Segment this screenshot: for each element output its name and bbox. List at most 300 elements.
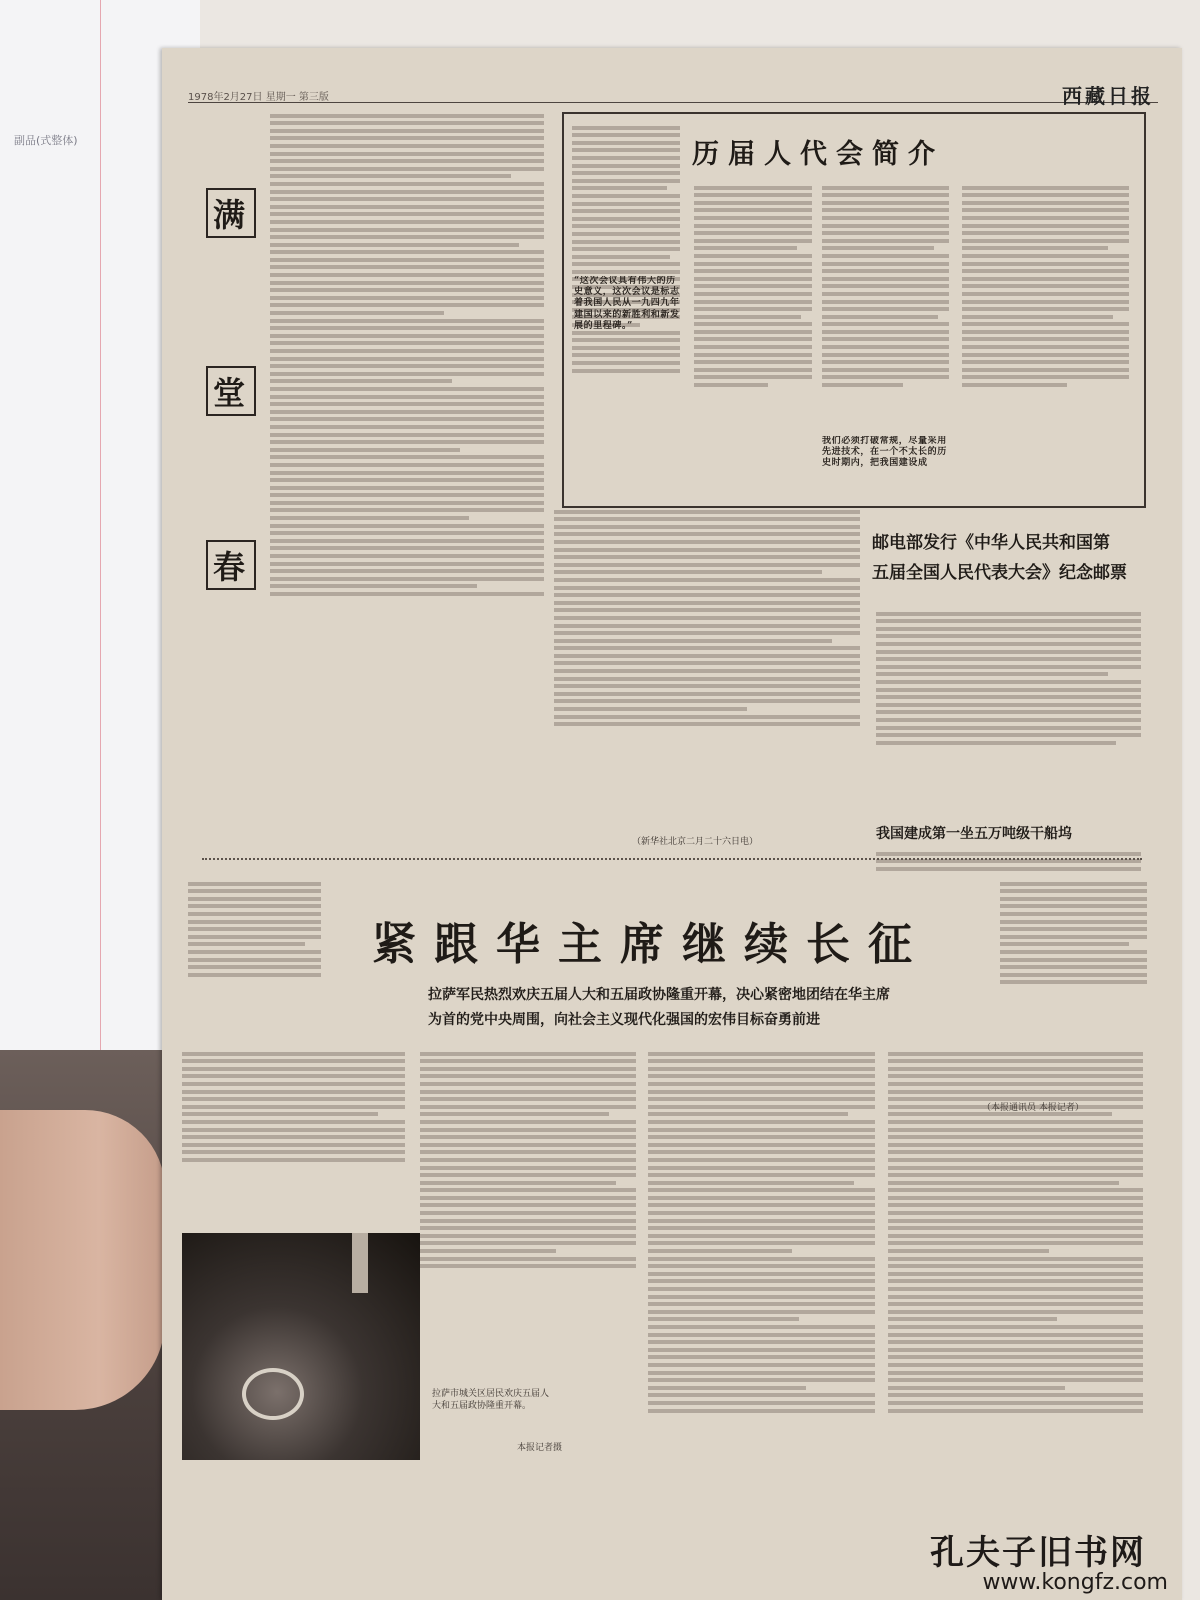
text-line bbox=[188, 889, 321, 893]
text-line bbox=[962, 277, 1129, 281]
text-line bbox=[888, 1143, 1143, 1147]
text-line bbox=[822, 315, 938, 319]
text-line bbox=[188, 958, 321, 962]
text-line bbox=[694, 239, 812, 243]
text-line bbox=[270, 524, 544, 528]
text-line bbox=[420, 1264, 636, 1268]
text-line bbox=[572, 255, 670, 259]
text-line bbox=[188, 973, 321, 977]
text-line bbox=[270, 410, 544, 414]
text-line bbox=[648, 1196, 875, 1200]
text-line bbox=[270, 508, 544, 512]
text-line bbox=[1000, 882, 1147, 886]
text-line bbox=[888, 1158, 1143, 1162]
text-line bbox=[270, 569, 544, 573]
background-stamp-text: 副品(式整体) bbox=[14, 134, 78, 147]
text-line bbox=[962, 201, 1129, 205]
text-line bbox=[270, 455, 544, 459]
text-line bbox=[188, 912, 321, 916]
stamp-article-signoff: （新华社北京二月二十六日电） bbox=[632, 837, 759, 847]
text-line bbox=[888, 1386, 1065, 1390]
text-line bbox=[888, 1059, 1143, 1063]
text-line bbox=[822, 262, 949, 266]
title-char-3: 春 bbox=[212, 548, 245, 586]
text-line bbox=[888, 1219, 1143, 1223]
text-line bbox=[270, 493, 544, 497]
text-line bbox=[572, 186, 667, 190]
text-line bbox=[554, 532, 860, 536]
text-line bbox=[648, 1150, 875, 1154]
text-line bbox=[572, 194, 680, 198]
text-line bbox=[572, 148, 680, 152]
text-line bbox=[888, 1226, 1143, 1230]
text-line bbox=[554, 715, 860, 719]
text-line bbox=[182, 1097, 405, 1101]
main-body-col-3 bbox=[648, 1048, 880, 1588]
text-line bbox=[270, 395, 544, 399]
text-line bbox=[888, 1128, 1143, 1132]
text-line bbox=[554, 517, 860, 521]
text-line bbox=[962, 360, 1129, 364]
text-line bbox=[648, 1257, 875, 1261]
watermark-url: www.kongfz.com bbox=[982, 1570, 1168, 1595]
main-left-col bbox=[188, 878, 324, 1028]
text-line bbox=[876, 695, 1141, 699]
text-line bbox=[572, 361, 680, 365]
margin-rule bbox=[100, 0, 101, 1050]
text-line bbox=[1000, 950, 1147, 954]
text-line bbox=[822, 224, 949, 228]
text-line bbox=[962, 208, 1129, 212]
text-line bbox=[270, 190, 544, 194]
text-line bbox=[554, 684, 860, 688]
text-line bbox=[420, 1203, 636, 1207]
text-line bbox=[270, 554, 544, 558]
text-line bbox=[1000, 927, 1147, 931]
masthead: 西藏日报 bbox=[1062, 84, 1154, 108]
text-line bbox=[554, 593, 860, 597]
text-line bbox=[694, 383, 768, 387]
text-line bbox=[962, 224, 1129, 228]
text-line bbox=[888, 1378, 1143, 1382]
text-line bbox=[554, 616, 860, 620]
text-line bbox=[876, 627, 1141, 631]
text-line bbox=[420, 1090, 636, 1094]
text-line bbox=[1000, 942, 1129, 946]
text-line bbox=[648, 1386, 806, 1390]
text-line bbox=[962, 375, 1129, 379]
text-line bbox=[188, 927, 321, 931]
text-line bbox=[554, 669, 860, 673]
text-line bbox=[876, 672, 1108, 676]
text-line bbox=[648, 1234, 875, 1238]
text-line bbox=[270, 159, 544, 163]
text-line bbox=[822, 254, 949, 258]
text-line bbox=[876, 718, 1141, 722]
text-line bbox=[648, 1203, 875, 1207]
text-line bbox=[648, 1310, 875, 1314]
text-line bbox=[270, 281, 544, 285]
text-line bbox=[270, 167, 544, 171]
text-line bbox=[270, 501, 544, 505]
text-line bbox=[822, 216, 949, 220]
text-line bbox=[554, 722, 860, 726]
text-line bbox=[554, 654, 860, 658]
text-line bbox=[572, 270, 680, 274]
text-line bbox=[572, 369, 680, 373]
text-line bbox=[822, 269, 949, 273]
text-line bbox=[962, 239, 1129, 243]
text-line bbox=[888, 1302, 1143, 1306]
text-line bbox=[1000, 904, 1147, 908]
text-line bbox=[888, 1082, 1143, 1086]
text-line bbox=[876, 657, 1141, 661]
text-line bbox=[270, 425, 544, 429]
text-line bbox=[1000, 935, 1147, 939]
text-line bbox=[420, 1082, 636, 1086]
mid-article-body bbox=[554, 506, 866, 836]
text-line bbox=[554, 548, 860, 552]
text-line bbox=[888, 1067, 1143, 1071]
text-line bbox=[694, 375, 812, 379]
text-line bbox=[962, 330, 1129, 334]
text-line bbox=[648, 1393, 875, 1397]
text-line bbox=[270, 349, 544, 353]
text-line bbox=[648, 1409, 875, 1413]
text-line bbox=[420, 1226, 636, 1230]
text-line bbox=[822, 322, 949, 326]
text-line bbox=[554, 578, 860, 582]
text-line bbox=[572, 164, 680, 168]
text-line bbox=[270, 463, 544, 467]
text-line bbox=[888, 1188, 1143, 1192]
text-line bbox=[876, 688, 1141, 692]
text-line bbox=[572, 179, 680, 183]
text-line bbox=[182, 1105, 405, 1109]
text-line bbox=[182, 1158, 405, 1162]
text-line bbox=[188, 904, 321, 908]
text-line bbox=[888, 1317, 1057, 1321]
text-line bbox=[648, 1082, 875, 1086]
text-line bbox=[694, 186, 812, 190]
text-line bbox=[876, 650, 1141, 654]
text-line bbox=[270, 546, 544, 550]
text-line bbox=[182, 1128, 405, 1132]
text-line bbox=[270, 486, 544, 490]
text-line bbox=[962, 292, 1129, 296]
text-line bbox=[270, 341, 544, 345]
text-line bbox=[572, 262, 680, 266]
text-line bbox=[572, 240, 680, 244]
text-line bbox=[694, 224, 812, 228]
text-line bbox=[648, 1302, 875, 1306]
text-line bbox=[270, 584, 477, 588]
text-line bbox=[182, 1135, 405, 1139]
text-line bbox=[648, 1158, 875, 1162]
text-line bbox=[270, 152, 544, 156]
intro-col-4 bbox=[962, 182, 1132, 492]
text-line bbox=[572, 156, 680, 160]
text-line bbox=[270, 144, 544, 148]
text-line bbox=[876, 680, 1141, 684]
text-line bbox=[962, 353, 1129, 357]
text-line bbox=[182, 1150, 405, 1154]
main-article-title: 紧跟华主席继续长征 bbox=[372, 919, 930, 970]
text-line bbox=[888, 1363, 1143, 1367]
text-line bbox=[648, 1241, 875, 1245]
text-line bbox=[822, 360, 949, 364]
text-line bbox=[962, 368, 1129, 372]
text-line bbox=[420, 1158, 636, 1162]
text-line bbox=[648, 1112, 848, 1116]
main-right-col-top bbox=[1000, 878, 1150, 1038]
text-line bbox=[648, 1401, 875, 1405]
text-line bbox=[888, 1135, 1143, 1139]
text-line bbox=[822, 208, 949, 212]
text-line bbox=[270, 562, 544, 566]
text-line bbox=[1000, 973, 1147, 977]
text-line bbox=[648, 1173, 875, 1177]
text-line bbox=[694, 322, 812, 326]
text-line bbox=[888, 1401, 1143, 1405]
text-line bbox=[962, 315, 1113, 319]
text-line bbox=[876, 710, 1141, 714]
text-line bbox=[1000, 920, 1147, 924]
text-line bbox=[182, 1112, 378, 1116]
text-line bbox=[572, 217, 680, 221]
stamp-title-line-1: 邮电部发行《中华人民共和国第 bbox=[872, 533, 1110, 553]
text-line bbox=[648, 1226, 875, 1230]
text-line bbox=[648, 1090, 875, 1094]
text-line bbox=[822, 231, 949, 235]
text-line bbox=[962, 186, 1129, 190]
text-line bbox=[270, 357, 544, 361]
text-line bbox=[876, 612, 1141, 616]
intro-col-2 bbox=[694, 182, 814, 494]
text-line bbox=[822, 330, 949, 334]
subtitle-line-2: 为首的党中央周围，向社会主义现代化强国的宏伟目标奋勇前进 bbox=[428, 1012, 820, 1028]
text-line bbox=[270, 539, 544, 543]
text-line bbox=[962, 246, 1108, 250]
text-line bbox=[648, 1287, 875, 1291]
text-line bbox=[876, 852, 1141, 856]
text-line bbox=[270, 197, 544, 201]
text-line bbox=[876, 726, 1141, 730]
news-photo bbox=[182, 1233, 420, 1460]
text-line bbox=[962, 193, 1129, 197]
text-line bbox=[270, 265, 544, 269]
text-line bbox=[572, 133, 680, 137]
text-line bbox=[572, 224, 680, 228]
text-line bbox=[188, 935, 321, 939]
text-line bbox=[876, 619, 1141, 623]
newspaper-page bbox=[162, 48, 1182, 1600]
text-line bbox=[554, 661, 860, 665]
text-line bbox=[420, 1211, 636, 1215]
text-line bbox=[648, 1325, 875, 1329]
text-line bbox=[182, 1059, 405, 1063]
text-line bbox=[420, 1120, 636, 1124]
text-line bbox=[694, 300, 812, 304]
text-line bbox=[270, 273, 544, 277]
text-line bbox=[822, 246, 934, 250]
main-body-col-4 bbox=[888, 1048, 1148, 1588]
text-line bbox=[554, 677, 860, 681]
text-line bbox=[888, 1120, 1143, 1124]
text-line bbox=[876, 642, 1141, 646]
text-line bbox=[270, 212, 544, 216]
text-line bbox=[648, 1249, 792, 1253]
text-line bbox=[822, 337, 949, 341]
text-line bbox=[420, 1181, 616, 1185]
main-article-signoff: （本报通讯员 本报记者） bbox=[982, 1103, 1084, 1113]
text-line bbox=[876, 634, 1141, 638]
text-line bbox=[888, 1287, 1143, 1291]
text-line bbox=[420, 1257, 636, 1261]
text-line bbox=[554, 540, 860, 544]
text-line bbox=[554, 563, 860, 567]
text-line bbox=[572, 202, 680, 206]
text-line bbox=[648, 1317, 799, 1321]
intro-quote-2: 我们必须打破常规，尽量采用先进技术，在一个不太长的历史时期内，把我国建设成 bbox=[822, 436, 947, 469]
text-line bbox=[648, 1059, 875, 1063]
section-divider bbox=[202, 858, 1142, 861]
text-line bbox=[572, 126, 680, 130]
text-line bbox=[270, 288, 544, 292]
text-line bbox=[962, 269, 1129, 273]
text-line bbox=[182, 1052, 405, 1056]
text-line bbox=[876, 703, 1141, 707]
text-line bbox=[876, 733, 1141, 737]
text-line bbox=[648, 1052, 875, 1056]
text-line bbox=[822, 186, 949, 190]
text-line bbox=[876, 867, 1141, 871]
text-line bbox=[270, 379, 452, 383]
text-line bbox=[188, 950, 321, 954]
text-line bbox=[648, 1067, 875, 1071]
text-line bbox=[648, 1166, 875, 1170]
text-line bbox=[270, 235, 544, 239]
text-line bbox=[648, 1219, 875, 1223]
text-line bbox=[694, 277, 812, 281]
text-line bbox=[888, 1340, 1143, 1344]
text-line bbox=[420, 1112, 609, 1116]
text-line bbox=[822, 239, 949, 243]
text-line bbox=[270, 121, 544, 125]
text-line bbox=[420, 1219, 636, 1223]
text-line bbox=[420, 1074, 636, 1078]
text-line bbox=[188, 942, 305, 946]
text-line bbox=[962, 284, 1129, 288]
text-line bbox=[888, 1310, 1143, 1314]
text-line bbox=[694, 269, 812, 273]
text-line bbox=[888, 1074, 1143, 1078]
text-line bbox=[420, 1067, 636, 1071]
text-line bbox=[648, 1272, 875, 1276]
text-line bbox=[694, 330, 812, 334]
text-line bbox=[270, 433, 544, 437]
text-line bbox=[888, 1279, 1143, 1283]
text-line bbox=[822, 383, 903, 387]
text-line bbox=[648, 1128, 875, 1132]
photo-credit: 本报记者摄 bbox=[517, 1443, 563, 1453]
text-line bbox=[270, 319, 544, 323]
text-line bbox=[554, 510, 860, 514]
text-line bbox=[694, 216, 812, 220]
text-line bbox=[822, 353, 949, 357]
text-line bbox=[1000, 897, 1147, 901]
text-line bbox=[420, 1241, 636, 1245]
text-line bbox=[188, 965, 321, 969]
text-line bbox=[822, 277, 949, 281]
text-line bbox=[270, 417, 544, 421]
text-line bbox=[270, 531, 544, 535]
text-line bbox=[822, 375, 949, 379]
text-line bbox=[270, 592, 544, 596]
text-line bbox=[822, 193, 949, 197]
text-line bbox=[554, 639, 832, 643]
text-line bbox=[694, 368, 812, 372]
text-line bbox=[420, 1052, 636, 1056]
text-line bbox=[888, 1166, 1143, 1170]
text-line bbox=[270, 440, 544, 444]
text-line bbox=[888, 1211, 1143, 1215]
text-line bbox=[648, 1097, 875, 1101]
text-line bbox=[554, 707, 747, 711]
intro-title: 历届人代会简介 bbox=[692, 139, 944, 170]
text-line bbox=[420, 1059, 636, 1063]
title-char-2: 堂 bbox=[212, 374, 245, 412]
text-line bbox=[648, 1074, 875, 1078]
text-line bbox=[694, 337, 812, 341]
text-line bbox=[270, 372, 544, 376]
text-line bbox=[270, 296, 544, 300]
text-line bbox=[888, 1371, 1143, 1375]
text-line bbox=[888, 1264, 1143, 1268]
text-line bbox=[648, 1355, 875, 1359]
text-line bbox=[554, 646, 860, 650]
text-line bbox=[694, 254, 812, 258]
text-line bbox=[694, 315, 801, 319]
text-line bbox=[270, 243, 519, 247]
text-line bbox=[270, 250, 544, 254]
text-line bbox=[270, 303, 544, 307]
text-line bbox=[648, 1135, 875, 1139]
text-line bbox=[694, 360, 812, 364]
main-body-col-1 bbox=[182, 1048, 410, 1226]
text-line bbox=[694, 345, 812, 349]
text-line bbox=[822, 292, 949, 296]
text-line bbox=[648, 1105, 875, 1109]
text-line bbox=[270, 326, 544, 330]
text-line bbox=[420, 1150, 636, 1154]
text-line bbox=[888, 1234, 1143, 1238]
text-line bbox=[182, 1082, 405, 1086]
text-line bbox=[694, 193, 812, 197]
text-line bbox=[962, 254, 1129, 258]
text-line bbox=[420, 1135, 636, 1139]
text-line bbox=[270, 387, 544, 391]
text-line bbox=[420, 1128, 636, 1132]
text-line bbox=[270, 516, 469, 520]
text-line bbox=[888, 1203, 1143, 1207]
text-line bbox=[420, 1097, 636, 1101]
text-line bbox=[1000, 965, 1147, 969]
text-line bbox=[270, 114, 544, 118]
text-line bbox=[182, 1143, 405, 1147]
text-line bbox=[420, 1188, 636, 1192]
text-line bbox=[888, 1257, 1143, 1261]
